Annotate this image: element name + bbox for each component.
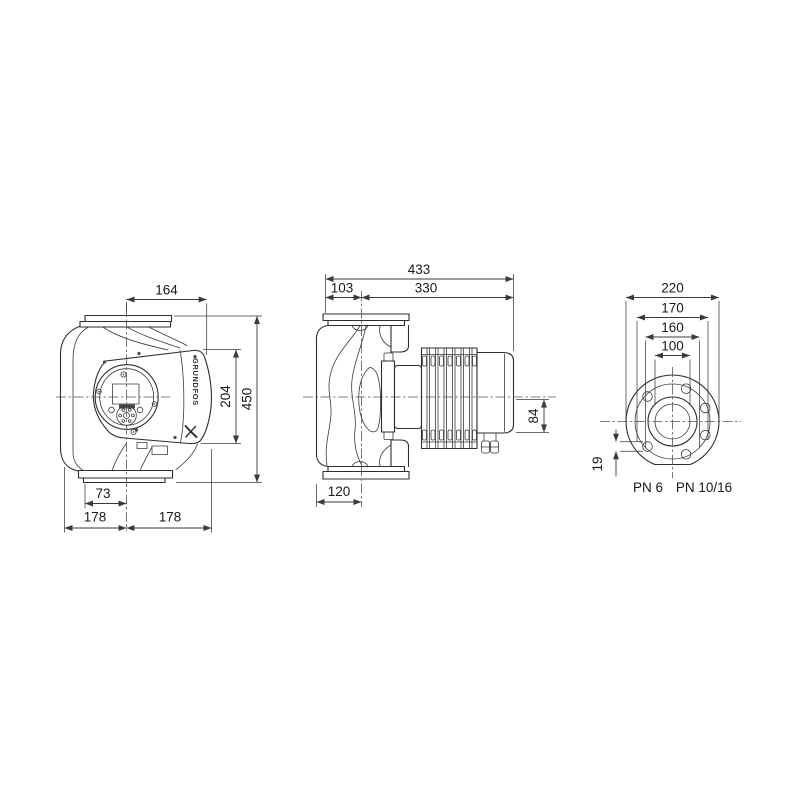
svg-text:330: 330 [414,280,438,296]
brand-label: GRUNDFOS [191,358,200,406]
svg-text:73: 73 [95,486,111,501]
motor-end-cap [477,353,514,434]
dim-433 [326,262,514,351]
svg-text:160: 160 [661,320,684,335]
dim-19 [590,430,643,477]
dim-330 [362,281,514,298]
svg-text:178: 178 [83,509,107,525]
svg-text:103: 103 [330,280,354,296]
label-pn6: PN 6 [632,480,664,495]
motor-mount-plate [382,361,395,432]
svg-text:170: 170 [661,300,684,316]
display-screen [113,384,140,404]
dim-84 [516,400,549,433]
flange-view [590,281,741,496]
svg-text:84: 84 [526,408,541,424]
svg-text:19: 19 [590,456,605,472]
dim-120 [317,484,362,507]
motor-assembly [382,348,514,453]
front-top-flange [80,316,172,328]
front-view [56,283,262,533]
side-view [303,262,556,507]
dim-178-right [127,449,212,533]
svg-text:450: 450 [239,387,255,411]
dim-73 [85,484,127,508]
svg-text:433: 433 [407,262,431,277]
label-pn1016: PN 10/16 [675,480,733,495]
svg-text:204: 204 [218,385,233,408]
svg-text:100: 100 [661,338,684,354]
motor-fin-block [422,348,478,449]
svg-text:120: 120 [327,484,351,499]
cable-glands [482,433,499,453]
side-top-flange [323,314,409,326]
svg-text:178: 178 [158,509,182,525]
front-bottom-flange [79,471,173,483]
side-bottom-flange [323,467,409,480]
svg-text:220: 220 [661,280,684,296]
svg-text:164: 164 [155,282,178,298]
clamp-tab [137,443,147,449]
clamp-tab [152,446,168,455]
dim-103 [326,281,362,298]
